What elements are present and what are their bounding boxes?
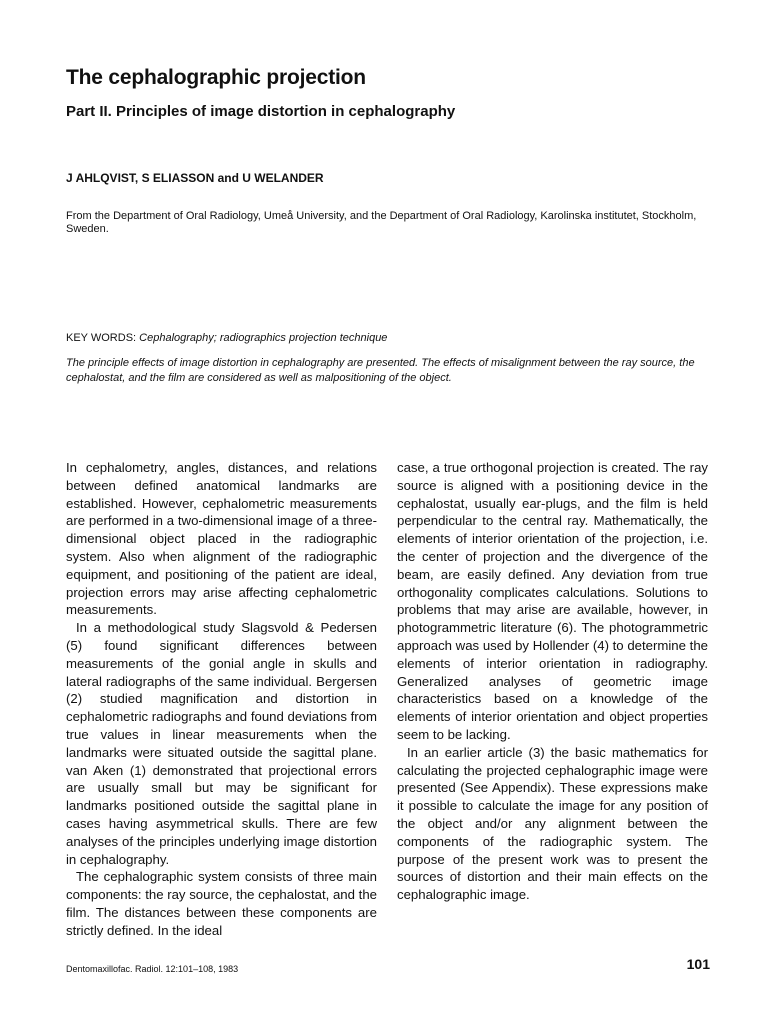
paragraph: In an earlier article (3) the basic mathematics for calculating the projected cephalographic image were presented (See Appendix). These expressions make it possible to calculate the image for any position of the object and/or any alignment between the components of the radiographic system. The purpose of the present work was to present the sources of distortion and their main effects on the cephalographic image. [397,744,708,903]
paragraph: In cephalometry, angles, distances, and relations between defined anatomical landmarks are established. However, cephalometric measurements are performed in a two-dimensional image of a three-dimensional object placed in the radiographic system. Also when alignment of the radiographic equipment, and positioning of the patient are ideal, projection errors may arise affecting cephalometric measurements. [66,460,377,618]
body-column-left [66,459,377,940]
affiliation: From the Department of Oral Radiology, Umeå University, and the Department of Oral Radiology, Karolinska institutet, Stockholm, Sweden. [66,210,697,235]
author-list: J AHLQVIST, S ELIASSON and U WELANDER [66,171,324,185]
paragraph: case, a true orthogonal projection is created. The ray source is aligned with a positioning device in the cephalostat, usually ear-plugs, and the film is held perpendicular to the central ray. Mathematically, the elements of interior orientation of the projection, i.e. the center of projection and the divergence of the beam, are easily defined. Any deviation from true orthogonality complicates calculations. Solutions to problems that may arise are available, however, in photogrammetric literature (6). The photogrammetric approach was used by Hollender (4) to determine the elements of interior orientation in radiography. Generalized analyses of geometric image characteristics based on a knowledge of the elements of interior orientation and object properties seem to be lacking. [397,460,708,742]
keywords-label: KEY WORDS: [66,332,137,344]
paragraph: The cephalographic system consists of three main components: the ray source, the cephalostat, and the film. The distances between these components are strictly defined. In the ideal [66,869,377,938]
keywords-text: Cephalography; radiographics projection technique [136,332,388,344]
abstract: The principle effects of image distortion in cephalography are presented. The effects of misalignment between the ray source, the cephalostat, and the film are considered as well as malpositioning of the object. [66,357,695,384]
keywords [66,332,706,344]
article-subtitle: Part II. Principles of image distortion in cephalography [66,103,456,120]
journal-citation: Dentomaxillofac. Radiol. 12:101–108, 1983 [66,964,239,974]
paragraph: In a methodological study Slagsvold & Pedersen (5) found significant differences between measurements of the gonial angle in skulls and lateral radiographs of the same individual. Bergersen (2) studied magnification and distortion in cephalometric radiographs and found deviations from true values in linear measurements when the landmarks were situated outside the sagittal plane. van Aken (1) demonstrated that projectional errors are usually small but may be significant for landmarks positioned outside the sagittal plane in cases having asymmetrical skulls. There are few analyses of the principles underlying image distortion in cephalography. [66,620,377,867]
page-number: 101 [686,956,710,972]
article-title: The cephalographic projection [66,66,366,89]
body-column-right [397,459,708,904]
